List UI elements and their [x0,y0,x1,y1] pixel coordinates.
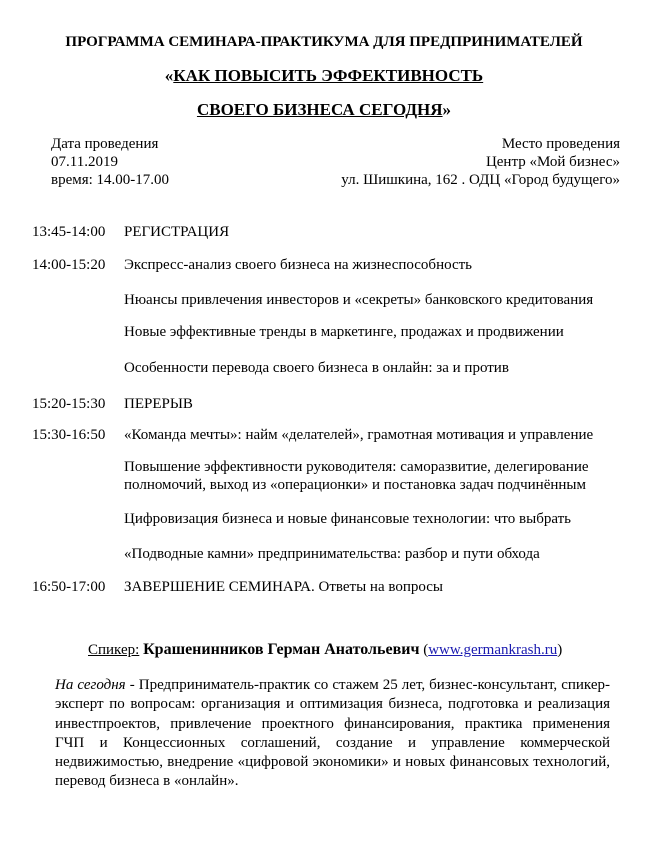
schedule-item: ЗАВЕРШЕНИЕ СЕМИНАРА. Ответы на вопросы [124,579,443,595]
bio-text: - Предприниматель-практик со стажем 25 лет, бизнес-консультант, спикер-эксперт по вопросам: организация и оптимизация бизнеса, подготовка и реализация инвестпроектов, привлечение проектного финансирования, практика применения ГЧП и Концессионных соглашений, создание и управление коммерческой недвижимостью, внедрение «цифровой экономики» и новых финансовых технологий, перевод бизнеса в «онлайн». [55,677,611,790]
close-quote: » [442,100,452,119]
schedule-item: РЕГИСТРАЦИЯ [124,224,230,240]
speaker-name: Крашенинников Герман Анатольевич [143,641,420,658]
schedule-time: 14:00-15:20 [32,257,106,273]
schedule-item: ПЕРЕРЫВ [124,396,193,412]
place-address: ул. Шишкина, 162 . ОДЦ «Город будущего» [341,172,620,188]
speaker-label: Спикер: [88,642,140,658]
schedule-item: «Команда мечты»: найм «делателей», грамотная мотивация и управление [124,427,594,443]
speaker-line [88,641,562,659]
schedule-item: Повышение эффективности руководителя: саморазвитие, делегирование полномочий, выход из «операционки» и постановка задач подчинённым [124,459,589,493]
date-label: Дата проведения [51,136,159,152]
close-paren: ) [557,642,563,658]
seminar-title-line1 [0,67,648,85]
schedule-item: Цифровизация бизнеса и новые финансовые технологии: что выбрать [124,511,571,527]
schedule-time: 15:30-16:50 [32,427,106,443]
bio-lead: На сегодня [55,677,126,693]
schedule-item: «Подводные камни» предпринимательства: разбор и пути обхода [124,546,540,562]
time-value: время: 14.00-17.00 [51,172,170,188]
place-name: Центр «Мой бизнес» [485,154,620,170]
schedule-item: Новые эффективные тренды в маркетинге, продажах и продвижении [124,324,564,340]
title-line2-text: СВОЕГО БИЗНЕСА СЕГОДНЯ [196,100,443,119]
schedule-time: 16:50-17:00 [32,579,106,595]
open-paren: ( [423,642,429,658]
program-title: ПРОГРАММА СЕМИНАРА-ПРАКТИКУМА ДЛЯ ПРЕДПРИНИМАТЕЛЕЙ [65,34,583,50]
schedule-time: 13:45-14:00 [32,224,106,240]
speaker-bio [55,676,610,792]
open-quote: « [164,66,174,85]
schedule-item: Нюансы привлечения инвесторов и «секреты» банковского кредитования [124,292,594,308]
seminar-title-line2 [0,101,648,119]
place-label: Место проведения [501,136,620,152]
date-value: 07.11.2019 [51,154,118,170]
title-line1-text: КАК ПОВЫСИТЬ ЭФФЕКТИВНОСТЬ [173,66,484,85]
schedule-time: 15:20-15:30 [32,396,106,412]
speaker-website-link[interactable]: www.germankrash.ru [428,642,558,658]
schedule-item: Экспресс-анализ своего бизнеса на жизнеспособность [124,257,473,273]
schedule-item: Особенности перевода своего бизнеса в онлайн: за и против [124,360,509,376]
